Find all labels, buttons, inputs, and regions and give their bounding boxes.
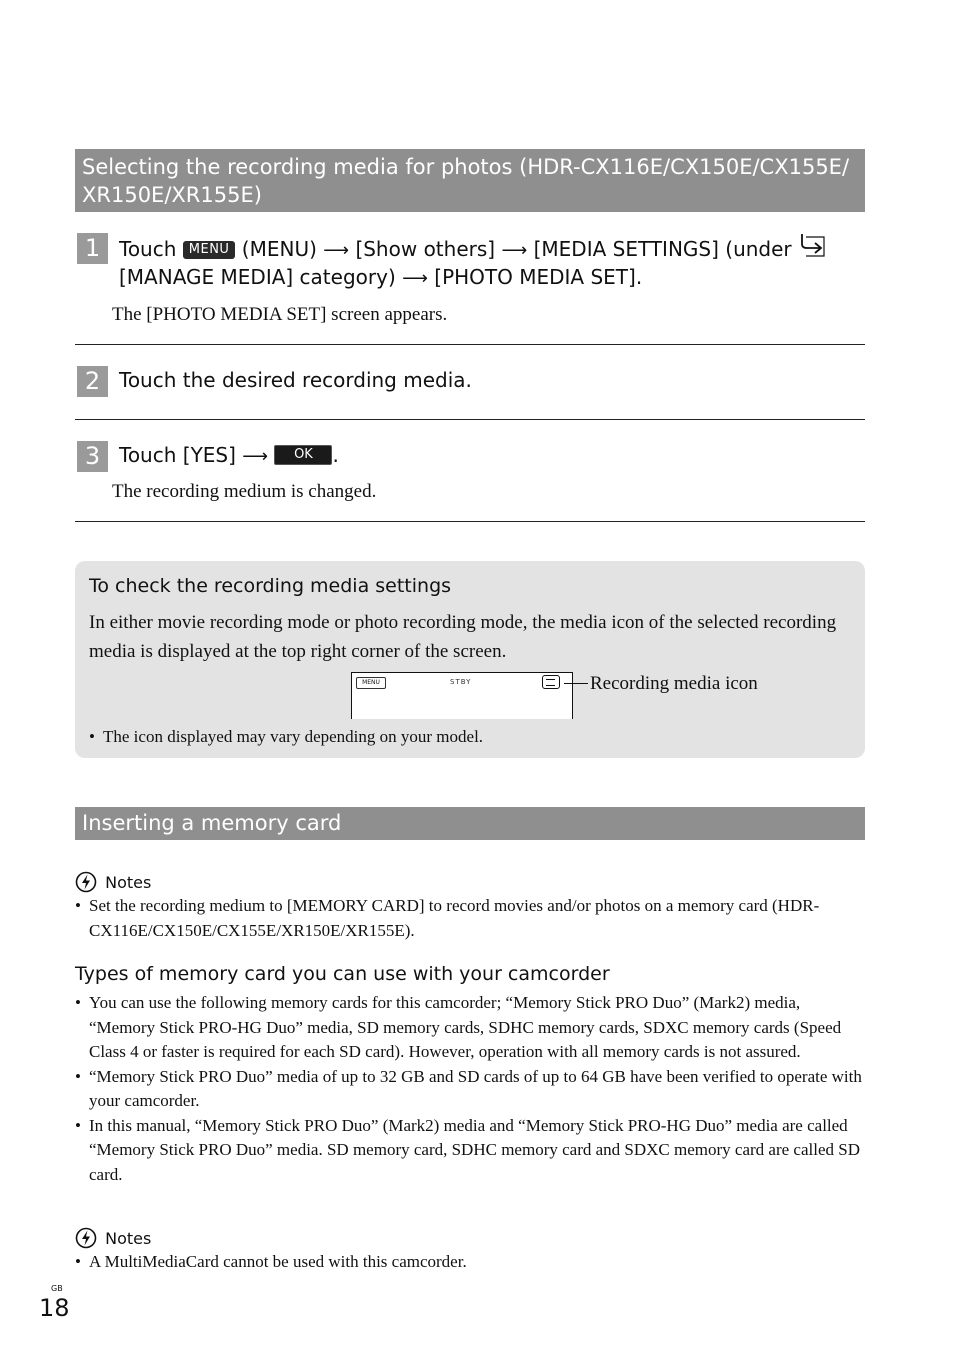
step-1-media-settings: [MEDIA SETTINGS] (under: [533, 237, 792, 261]
step-3-touch-yes: Touch [YES]: [119, 443, 236, 467]
step-number-1: 1: [77, 233, 108, 264]
screen-status-text: STBY: [450, 678, 472, 686]
divider: [75, 521, 865, 522]
check-box-title: To check the recording media settings: [89, 575, 452, 597]
step-3-period: .: [332, 443, 339, 467]
section-title-memory-card: Inserting a memory card: [75, 807, 865, 840]
notes-list-2: [75, 1250, 865, 1275]
page-number: 18: [39, 1294, 70, 1322]
manage-media-icon: [798, 237, 828, 261]
ok-button-icon: OK: [274, 445, 332, 465]
step-3-note: The recording medium is changed.: [112, 481, 377, 502]
step-3-line: [119, 440, 339, 472]
notes-label: Notes: [105, 1229, 152, 1248]
section-title-photo-media: Selecting the recording media for photos (HDR-CX116E/CX150E/CX155E/ XR150E/XR155E): [75, 149, 865, 212]
notes-heading: [75, 871, 151, 893]
step-1-manage-media: [MANAGE MEDIA] category): [119, 265, 396, 289]
step-1-photo-media-set: [PHOTO MEDIA SET].: [434, 265, 643, 289]
step-2-text: Touch the desired recording media.: [119, 368, 472, 392]
list-item: • You can use the following memory cards for this camcorder; “Memory Stick PRO Duo” (Mark2) media, “Memory Stick PRO-HG Duo” media, SD memory cards, SDHC memory cards, SDXC memory cards (Speed Class 4 or faster is required for each SD card). However, operation with all memory cards is not assured.: [75, 991, 865, 1065]
screen-menu-button: MENU: [356, 677, 386, 689]
divider: [75, 344, 865, 345]
arrow-right-icon: ⟶: [402, 268, 428, 289]
step-1-show-others: [Show others]: [355, 237, 496, 261]
arrow-right-icon: ⟶: [501, 240, 528, 261]
check-box-body: In either movie recording mode or photo recording mode, the media icon of the selected recording media is displayed at the top right corner of the screen.: [89, 612, 837, 662]
list-item: • Set the recording medium to [MEMORY CARD] to record movies and/or photos on a memory card (HDR-CX116E/CX150E/CX155E/XR150E/XR155E).: [75, 894, 865, 943]
arrow-right-icon: ⟶: [323, 240, 350, 261]
arrow-right-icon: ⟶: [242, 446, 269, 467]
notes-lightning-icon: [75, 1229, 105, 1248]
callout-line: [564, 683, 588, 684]
list-item: • In this manual, “Memory Stick PRO Duo” (Mark2) media and “Memory Stick PRO-HG Duo” media are called “Memory Stick PRO Duo” media. SD memory card, SDHC memory card and SDXC memory card are called SD card.: [75, 1114, 865, 1188]
step-1-menu-text: (MENU): [241, 237, 317, 261]
list-item: • The icon displayed may vary depending on your model.: [89, 725, 849, 750]
menu-button-icon: MENU: [183, 241, 236, 259]
notes-list-1: [75, 894, 865, 943]
screen-illustration: [351, 672, 573, 719]
step-1-line-1: [119, 232, 828, 266]
types-list: [75, 991, 865, 1187]
types-heading: Types of memory card you can use with your camcorder: [75, 963, 610, 985]
list-item: • “Memory Stick PRO Duo” media of up to 32 GB and SD cards of up to 64 GB have been verified to operate with your camcorder.: [75, 1065, 865, 1114]
region-code: GB: [51, 1284, 63, 1293]
step-number-2: 2: [77, 366, 108, 397]
recording-media-icon: [542, 675, 560, 689]
notes-heading: [75, 1227, 151, 1249]
list-item: • A MultiMediaCard cannot be used with this camcorder.: [75, 1250, 865, 1275]
check-box-bullets: [89, 725, 849, 750]
step-number-3: 3: [77, 441, 108, 472]
notes-lightning-icon: [75, 873, 105, 892]
notes-label: Notes: [105, 873, 152, 892]
step-1-note: The [PHOTO MEDIA SET] screen appears.: [112, 304, 448, 325]
step-1-touch-text: Touch: [119, 237, 177, 261]
divider: [75, 419, 865, 420]
step-1-line-2: [119, 262, 642, 294]
recording-media-icon-label: Recording media icon: [590, 673, 758, 694]
